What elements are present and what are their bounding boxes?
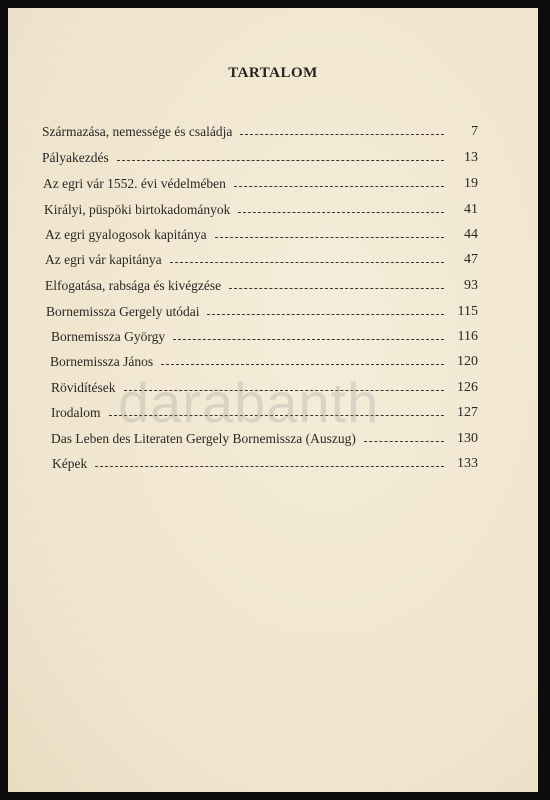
- toc-entry: [51, 376, 478, 396]
- toc-entry: [42, 120, 478, 140]
- toc-entry-page: 115: [457, 304, 478, 319]
- toc-entry-label: Az egri vár 1552. évi védelmében: [43, 176, 226, 191]
- toc-entry-label: Képek: [52, 456, 88, 471]
- toc-entry-page: 13: [464, 150, 478, 165]
- toc-entry-label: Das Leben des Literaten Gergely Bornemissza (Auszug): [51, 431, 356, 446]
- toc-entry-label: Az egri vár kapitánya: [45, 252, 162, 267]
- dotted-leader: [238, 211, 444, 213]
- toc-entry: [44, 198, 478, 218]
- toc-entry: [51, 325, 478, 345]
- toc-entry: [45, 274, 478, 294]
- dotted-leader: [240, 133, 444, 135]
- dotted-leader: [364, 440, 444, 442]
- toc-entry-page: 126: [457, 380, 478, 395]
- dotted-leader: [229, 287, 444, 289]
- watermark: darabanth: [118, 371, 380, 434]
- toc-entry-label: Származása, nemessége és családja: [42, 124, 233, 139]
- dotted-leader: [173, 338, 444, 340]
- toc-entry-page: 19: [464, 176, 478, 191]
- dotted-leader: [234, 185, 444, 187]
- dotted-leader: [117, 159, 444, 161]
- toc-entry: [52, 452, 478, 472]
- toc-entry: [46, 300, 478, 320]
- dotted-leader: [95, 465, 444, 467]
- dotted-leader: [215, 236, 444, 238]
- toc-entry-label: Bornemissza János: [50, 354, 154, 369]
- toc-entry-label: Bornemissza György: [51, 329, 166, 344]
- toc-entry-label: Pályakezdés: [42, 150, 109, 165]
- toc-entry-page: 127: [457, 405, 478, 420]
- toc-entry-label: Rövidítések: [51, 380, 116, 395]
- toc-entry-label: Irodalom: [51, 405, 101, 420]
- toc-entry: [42, 146, 478, 166]
- dotted-leader: [207, 313, 444, 315]
- toc-entry: [45, 223, 478, 243]
- toc-entry: [43, 172, 478, 192]
- toc-entry-page: 116: [457, 329, 478, 344]
- dotted-leader: [170, 261, 444, 263]
- toc-entry-page: 7: [471, 124, 478, 139]
- dotted-leader: [109, 414, 445, 416]
- toc-entry: [50, 350, 478, 370]
- toc-entry-page: 130: [457, 431, 478, 446]
- toc-entry-page: 47: [464, 252, 478, 267]
- toc-entry-page: 133: [457, 456, 478, 471]
- toc-entry-page: 120: [457, 354, 478, 369]
- toc-entry-label: Bornemissza Gergely utódai: [46, 304, 200, 319]
- book-page: [8, 8, 538, 792]
- toc-entry: [51, 401, 478, 421]
- toc-entry: [45, 248, 478, 268]
- toc-entry-label: Királyi, püspöki birtokadományok: [44, 202, 231, 217]
- dotted-leader: [124, 389, 445, 391]
- toc-entry-page: 41: [464, 202, 478, 217]
- page-title: TARTALOM: [228, 65, 318, 81]
- toc-entry-page: 93: [464, 278, 478, 293]
- dotted-leader: [161, 363, 444, 365]
- toc-entry: [51, 427, 478, 447]
- toc-entry-label: Elfogatása, rabsága és kivégzése: [45, 278, 222, 293]
- toc-entry-label: Az egri gyalogosok kapitánya: [45, 227, 207, 242]
- toc-entry-page: 44: [464, 227, 478, 242]
